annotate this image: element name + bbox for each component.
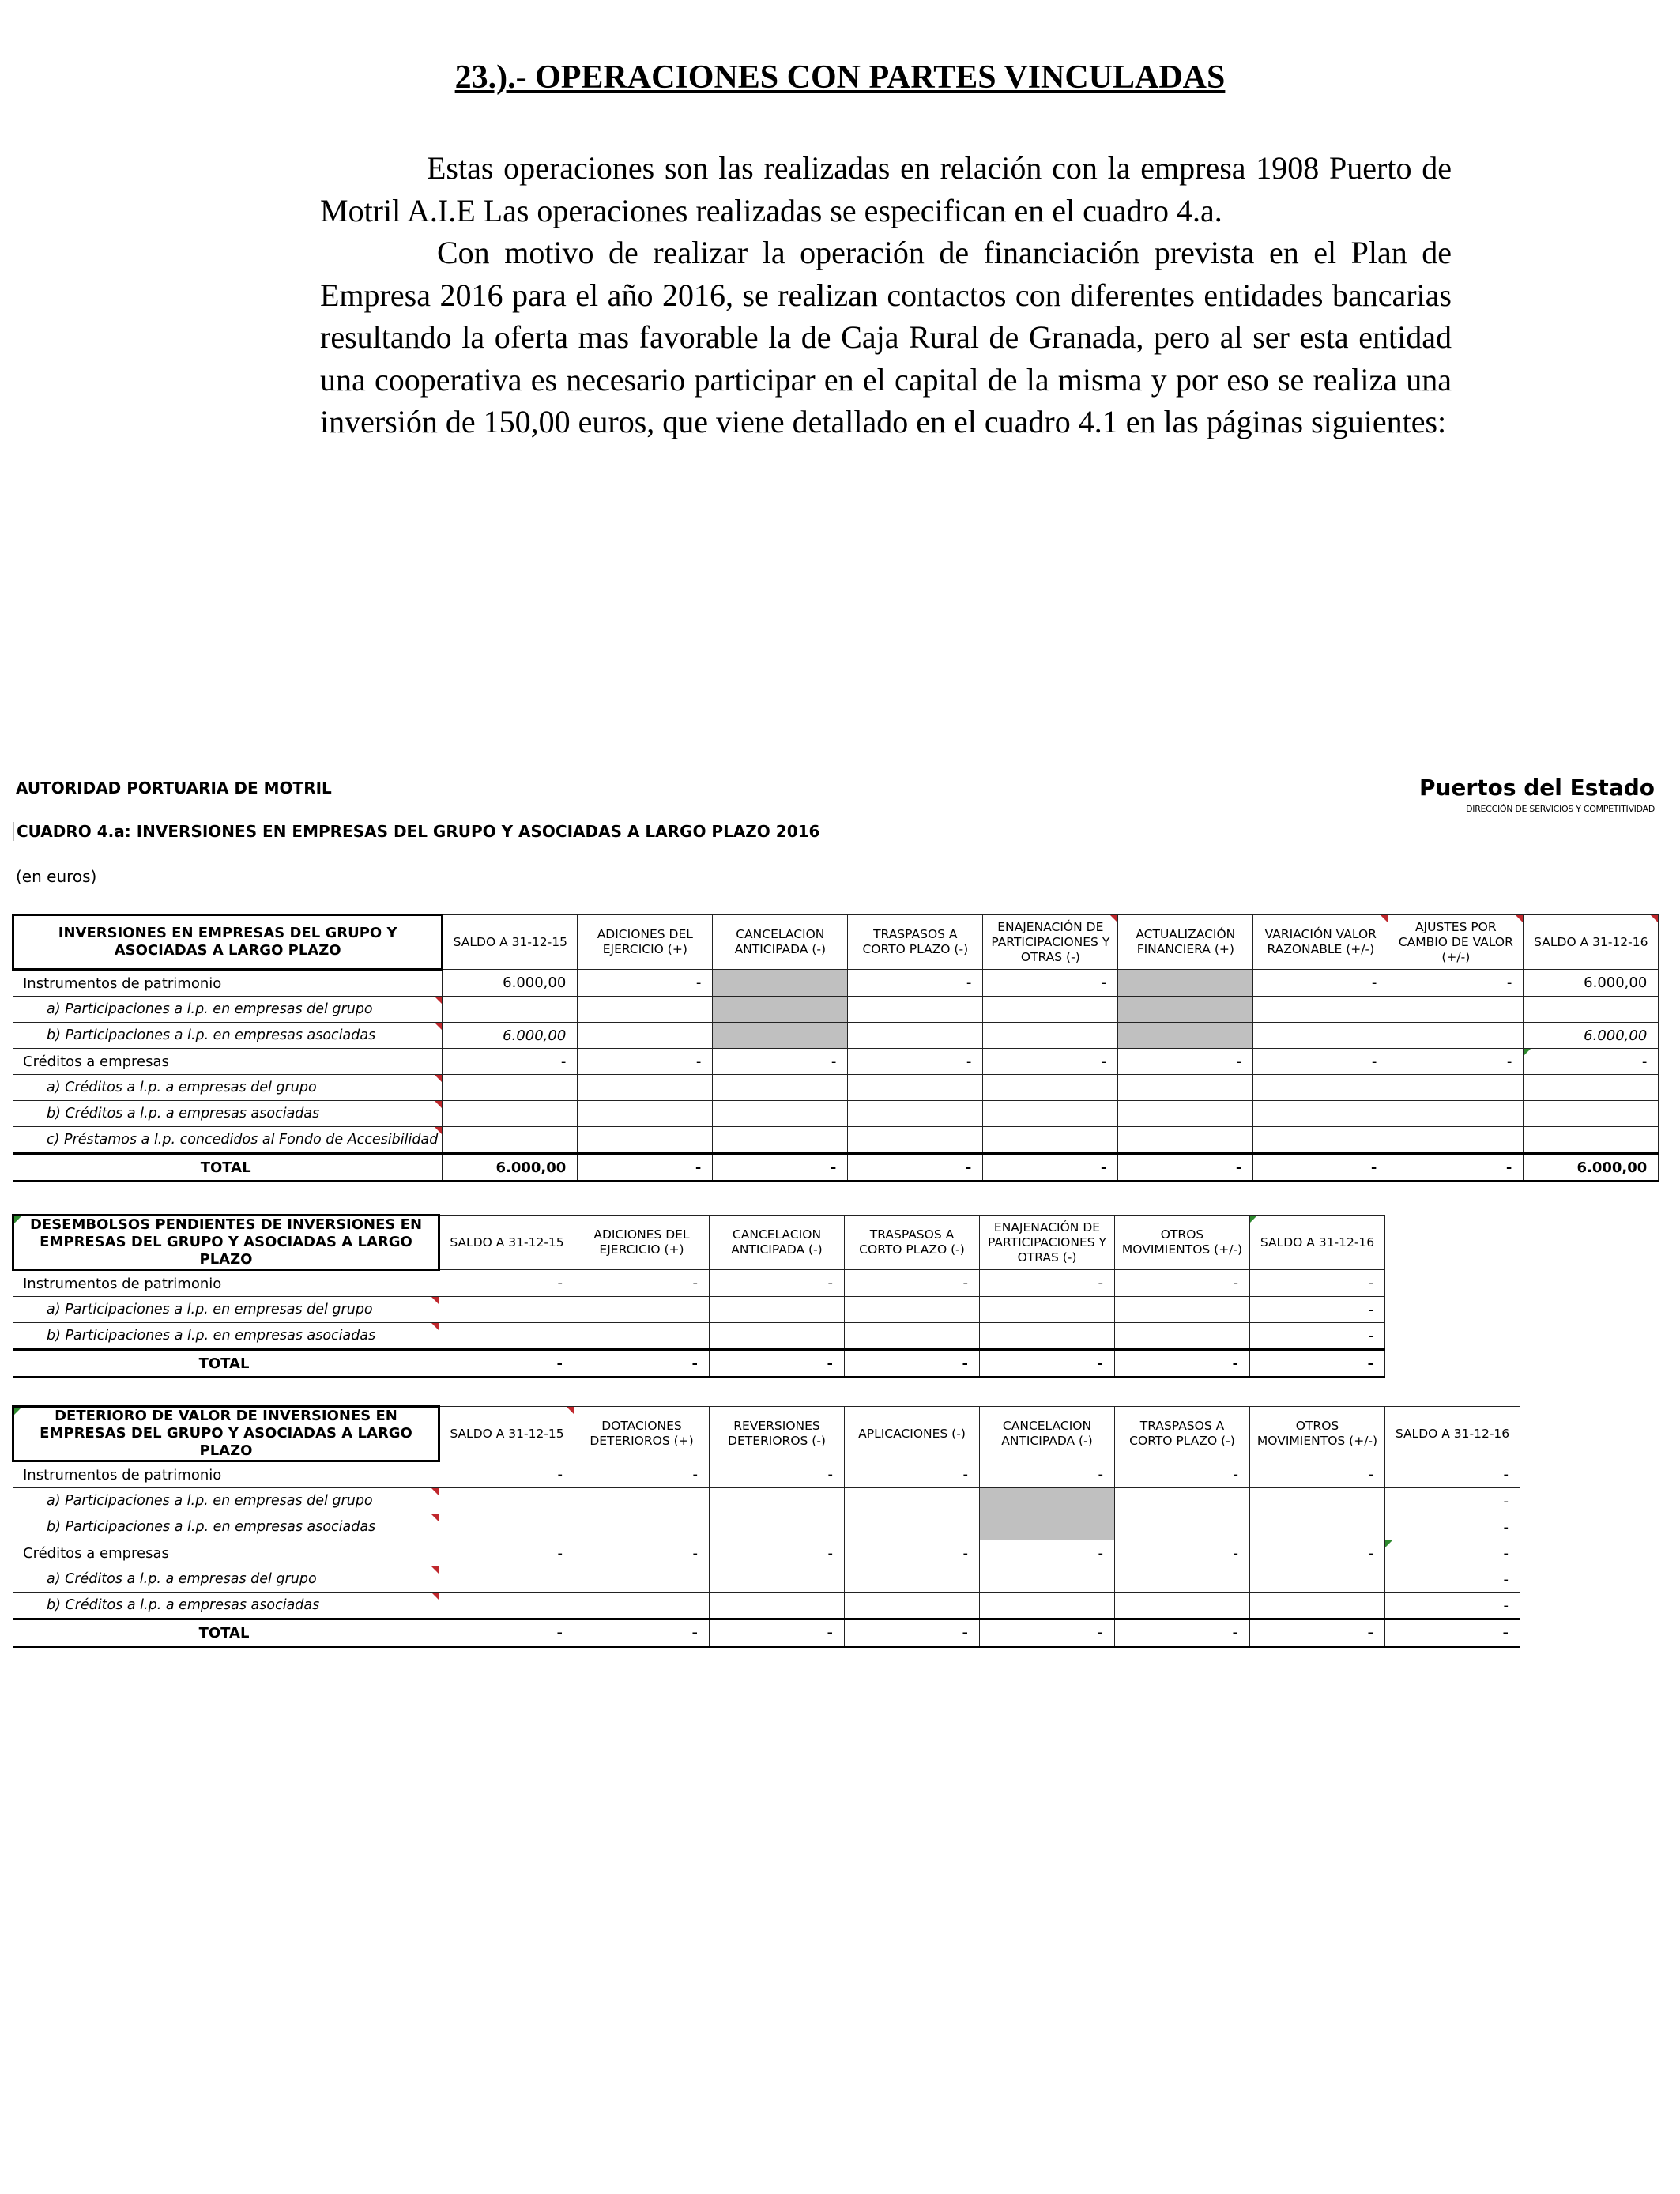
cuadro-title: CUADRO 4.a: INVERSIONES EN EMPRESAS DEL GRUPO Y ASOCIADAS A LARGO PLAZO 2016 [13,822,819,841]
cell [1388,1101,1524,1127]
cell: - [845,1270,980,1297]
column-header: REVERSIONES DETERIOROS (-) [710,1407,845,1461]
cell: - [1115,1540,1250,1566]
cell [710,1566,845,1593]
cell [1253,1127,1388,1154]
cell: - [439,1270,574,1297]
cell: - [1253,1154,1388,1182]
cell: - [1250,1461,1385,1488]
row-label: a) Créditos a l.p. a empresas del grupo [13,1075,443,1101]
cell: - [574,1461,710,1488]
cell: - [1385,1566,1520,1593]
total-row [13,1350,1385,1378]
cell: - [443,1049,578,1075]
cell [845,1593,980,1619]
cell [1250,1566,1385,1593]
cell: - [1385,1593,1520,1619]
cell [1524,1127,1659,1154]
cell [713,1023,848,1049]
table-header-row [13,1407,1520,1461]
cell [983,1127,1118,1154]
cell [848,997,983,1023]
cell: - [848,1049,983,1075]
brand-subtitle: DIRECCIÓN DE SERVICIOS Y COMPETITIVIDAD [1466,804,1655,814]
cell: - [1385,1488,1520,1514]
cell [443,1127,578,1154]
table-title: DESEMBOLSOS PENDIENTES DE INVERSIONES EN EMPRESAS DEL GRUPO Y ASOCIADAS A LARGO PLAZO [13,1216,439,1270]
table-row [13,1101,1659,1127]
table-row [13,997,1659,1023]
row-label: a) Participaciones a l.p. en empresas del grupo [13,997,443,1023]
cell [980,1593,1115,1619]
cell [439,1488,574,1514]
cell [980,1488,1115,1514]
cell [1118,997,1253,1023]
cell [1118,970,1253,997]
cell: - [845,1540,980,1566]
cell [1118,1023,1253,1049]
cell [713,1101,848,1127]
cell: - [1115,1270,1250,1297]
cell: - [710,1619,845,1647]
cell [1250,1514,1385,1540]
table-row [13,1566,1520,1593]
column-header: SALDO A 31-12-16 [1250,1216,1385,1270]
cell: 6.000,00 [443,1154,578,1182]
cell [1118,1127,1253,1154]
column-header: ADICIONES DEL EJERCICIO (+) [574,1216,710,1270]
cell: - [1385,1514,1520,1540]
row-label: b) Participaciones a l.p. en empresas asociadas [13,1323,439,1350]
cell: - [983,1154,1118,1182]
table-row [13,1488,1520,1514]
row-label: a) Participaciones a l.p. en empresas del grupo [13,1488,439,1514]
cell [1250,1488,1385,1514]
cell [443,1101,578,1127]
cell: 6.000,00 [1524,1023,1659,1049]
cell: - [710,1270,845,1297]
cell: - [439,1540,574,1566]
cell: - [1385,1540,1520,1566]
cell: - [574,1540,710,1566]
column-header: SALDO A 31-12-16 [1385,1407,1520,1461]
cell [1524,997,1659,1023]
column-header: ENAJENACIÓN DE PARTICIPACIONES Y OTRAS (-) [980,1216,1115,1270]
column-header: TRASPASOS A CORTO PLAZO (-) [848,915,983,970]
cell: - [710,1461,845,1488]
cell [713,970,848,997]
paragraph-2: Con motivo de realizar la operación de financiación prevista en el Plan de Empresa 2016 para el año 2016, se realizan contactos con diferentes entidades bancarias resultando la oferta mas favorable la de Caja Rural de Granada, pero al ser esta entidad una cooperativa es necesario participar en el capital de la misma y por eso se realiza una inversión de 150,00 euros, que viene detallado en el cuadro 4.1 en las páginas siguientes: [320,235,1452,439]
cell [1115,1593,1250,1619]
cell [574,1297,710,1323]
column-header: APLICACIONES (-) [845,1407,980,1461]
column-header: TRASPASOS A CORTO PLAZO (-) [845,1216,980,1270]
row-label: c) Préstamos a l.p. concedidos al Fondo de Accesibilidad [13,1127,443,1154]
cell: - [713,1049,848,1075]
table-row [13,1049,1659,1075]
cell: - [845,1461,980,1488]
paragraph-1: Estas operaciones son las realizadas en relación con la empresa 1908 Puerto de Motril A.I.E Las operaciones realizadas se especifican en el cuadro 4.a. [320,150,1452,228]
column-header: SALDO A 31-12-15 [443,915,578,970]
cell [710,1323,845,1350]
body-text [320,147,1452,443]
column-header: OTROS MOVIMIENTOS (+/-) [1250,1407,1385,1461]
cell [1115,1514,1250,1540]
column-header: CANCELACION ANTICIPADA (-) [980,1407,1115,1461]
column-header: TRASPASOS A CORTO PLAZO (-) [1115,1407,1250,1461]
table-row [13,1270,1385,1297]
cell [443,997,578,1023]
cell [574,1323,710,1350]
row-label: Instrumentos de patrimonio [13,970,443,997]
cell [574,1488,710,1514]
cell: - [574,1350,710,1378]
cell [710,1593,845,1619]
cell: - [578,970,713,997]
row-label: TOTAL [13,1350,439,1378]
column-header: CANCELACION ANTICIPADA (-) [710,1216,845,1270]
column-header: ADICIONES DEL EJERCICIO (+) [578,915,713,970]
table-title: INVERSIONES EN EMPRESAS DEL GRUPO Y ASOCIADAS A LARGO PLAZO [13,915,443,970]
cell: - [1385,1619,1520,1647]
cell: - [848,970,983,997]
total-row [13,1619,1520,1647]
cell: - [1118,1049,1253,1075]
cell: - [1388,1154,1524,1182]
cell [980,1297,1115,1323]
cell: 6.000,00 [1524,970,1659,997]
brand-logo [1419,775,1655,814]
cell: - [845,1350,980,1378]
cell [710,1297,845,1323]
cell [439,1297,574,1323]
row-label: b) Participaciones a l.p. en empresas asociadas [13,1514,439,1540]
cell [980,1566,1115,1593]
cell: - [845,1619,980,1647]
cell [710,1488,845,1514]
cell: - [1250,1270,1385,1297]
column-header: SALDO A 31-12-15 [439,1216,574,1270]
cell: 6.000,00 [443,970,578,997]
row-label: a) Créditos a l.p. a empresas del grupo [13,1566,439,1593]
table-header-row [13,915,1659,970]
investments-table [12,914,1659,1182]
row-label: b) Créditos a l.p. a empresas asociadas [13,1101,443,1127]
table-row [13,970,1659,997]
cell [845,1488,980,1514]
cell [578,997,713,1023]
column-header: OTROS MOVIMIENTOS (+/-) [1115,1216,1250,1270]
units-label: (en euros) [16,867,97,886]
row-label: a) Participaciones a l.p. en empresas del grupo [13,1297,439,1323]
row-label: b) Créditos a l.p. a empresas asociadas [13,1593,439,1619]
cell: - [1250,1350,1385,1378]
cell [574,1514,710,1540]
row-label: Créditos a empresas [13,1540,439,1566]
cell [578,1101,713,1127]
cell: - [1115,1619,1250,1647]
cell [1115,1566,1250,1593]
cell: - [980,1270,1115,1297]
cell [1115,1297,1250,1323]
table-row [13,1127,1659,1154]
cell: - [1388,1049,1524,1075]
cell: - [574,1619,710,1647]
cell [713,1075,848,1101]
row-label: TOTAL [13,1154,443,1182]
table-title: DETERIORO DE VALOR DE INVERSIONES EN EMPRESAS DEL GRUPO Y ASOCIADAS A LARGO PLAZO [13,1407,439,1461]
cell [1115,1323,1250,1350]
cell [845,1323,980,1350]
column-header: VARIACIÓN VALOR RAZONABLE (+/-) [1253,915,1388,970]
cell [1388,1023,1524,1049]
cell: - [1524,1049,1659,1075]
column-header: ACTUALIZACIÓN FINANCIERA (+) [1118,915,1253,970]
cell [713,997,848,1023]
cell [1253,997,1388,1023]
column-header: CANCELACION ANTICIPADA (-) [713,915,848,970]
cell [848,1023,983,1049]
row-label: Instrumentos de patrimonio [13,1461,439,1488]
table-row [13,1297,1385,1323]
table-row [13,1075,1659,1101]
cell: - [713,1154,848,1182]
cell: - [848,1154,983,1182]
cell [574,1593,710,1619]
cell [983,1101,1118,1127]
page-title: 23.).- OPERACIONES CON PARTES VINCULADAS [454,59,1226,96]
cell [713,1127,848,1154]
cell [1524,1101,1659,1127]
cell: - [980,1350,1115,1378]
cell [578,1023,713,1049]
table-row [13,1323,1385,1350]
column-header: SALDO A 31-12-16 [1524,915,1659,970]
cell: - [1250,1540,1385,1566]
cell [1118,1075,1253,1101]
table-row [13,1023,1659,1049]
cell: - [439,1350,574,1378]
cell: - [1250,1297,1385,1323]
cell [439,1514,574,1540]
cell: - [1250,1619,1385,1647]
cell [983,1075,1118,1101]
cell: - [980,1619,1115,1647]
column-header: SALDO A 31-12-15 [439,1407,574,1461]
cell: 6.000,00 [443,1023,578,1049]
cell: - [439,1619,574,1647]
pending-disbursements-table [12,1214,1385,1378]
cell: - [1388,970,1524,997]
cell [439,1323,574,1350]
cell [574,1566,710,1593]
cell [710,1514,845,1540]
cell [1253,1075,1388,1101]
cell [1524,1075,1659,1101]
cell [848,1101,983,1127]
cell: - [1115,1461,1250,1488]
cell: - [1253,970,1388,997]
cell [1118,1101,1253,1127]
cell [845,1297,980,1323]
table-header-row [13,1216,1385,1270]
cell [439,1593,574,1619]
cell: - [574,1270,710,1297]
table-row [13,1593,1520,1619]
cell [848,1075,983,1101]
cell [578,1075,713,1101]
cell [1253,1023,1388,1049]
cell [1250,1593,1385,1619]
brand-name: Puertos del Estado [1418,775,1655,801]
cell: - [439,1461,574,1488]
cell: 6.000,00 [1524,1154,1659,1182]
column-header: AJUSTES POR CAMBIO DE VALOR (+/-) [1388,915,1524,970]
cell: - [980,1461,1115,1488]
column-header: ENAJENACIÓN DE PARTICIPACIONES Y OTRAS (-) [983,915,1118,970]
organization-name: AUTORIDAD PORTUARIA DE MOTRIL [16,778,332,797]
cell: - [980,1540,1115,1566]
total-row [13,1154,1659,1182]
row-label: b) Participaciones a l.p. en empresas asociadas [13,1023,443,1049]
column-header: DOTACIONES DETERIOROS (+) [574,1407,710,1461]
row-label: Créditos a empresas [13,1049,443,1075]
cell [1388,1075,1524,1101]
cell: - [1118,1154,1253,1182]
cell: - [710,1350,845,1378]
cell: - [578,1049,713,1075]
cell [980,1514,1115,1540]
table-row [13,1514,1520,1540]
cell [439,1566,574,1593]
cell [848,1127,983,1154]
cell: - [578,1154,713,1182]
cell [1388,1127,1524,1154]
cell: - [983,970,1118,997]
cell [443,1075,578,1101]
cell [845,1514,980,1540]
cell [1388,997,1524,1023]
cell [578,1127,713,1154]
cell: - [1250,1323,1385,1350]
row-label: TOTAL [13,1619,439,1647]
cell: - [1253,1049,1388,1075]
cell: - [1385,1461,1520,1488]
table-row [13,1461,1520,1488]
cell [980,1323,1115,1350]
table-row [13,1540,1520,1566]
cell: - [1115,1350,1250,1378]
row-label: Instrumentos de patrimonio [13,1270,439,1297]
impairment-table [12,1405,1520,1648]
cell: - [710,1540,845,1566]
cell [1115,1488,1250,1514]
cell [845,1566,980,1593]
cell [1253,1101,1388,1127]
cell [983,1023,1118,1049]
cell: - [983,1049,1118,1075]
cell [983,997,1118,1023]
